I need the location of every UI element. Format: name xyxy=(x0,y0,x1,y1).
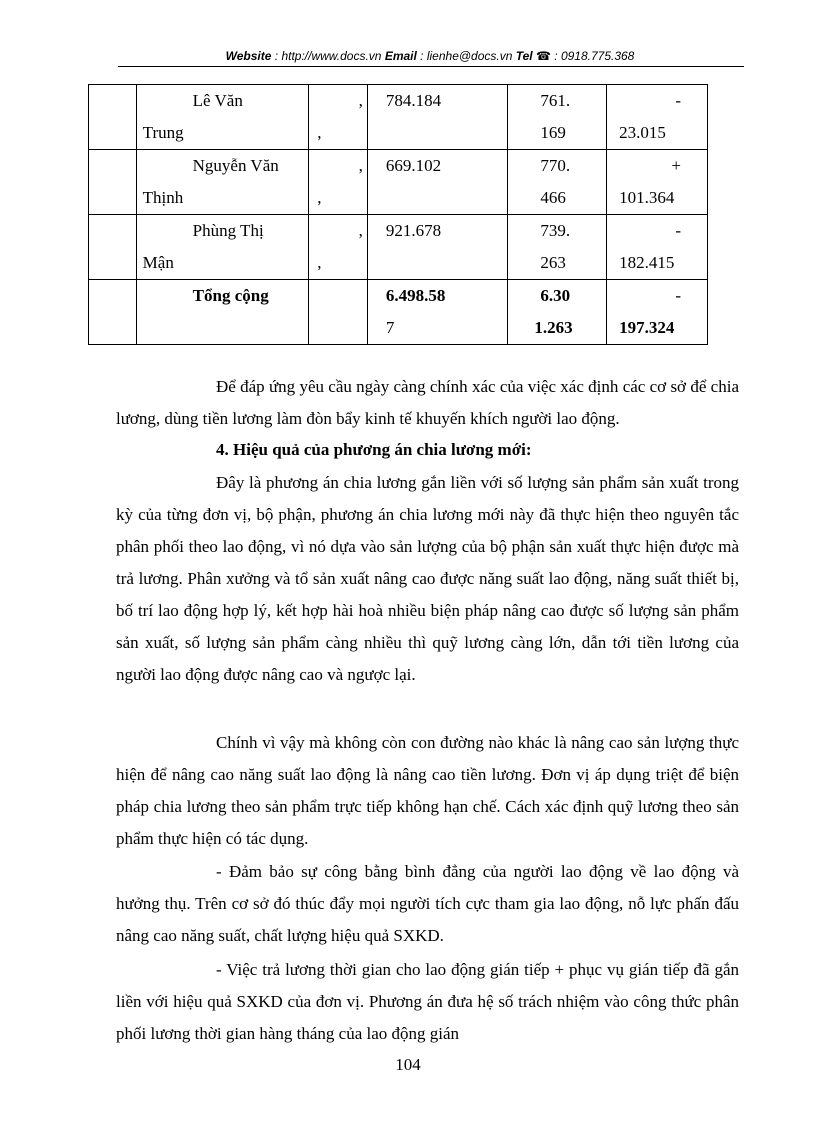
table-cell-index xyxy=(89,215,137,280)
table-cell-name: Lê Văn Trung xyxy=(136,85,309,150)
table-cell-value-2: 770. 466 xyxy=(508,150,607,215)
table-row xyxy=(89,85,708,150)
section-heading: 4. Hiệu quả của phương án chia lương mới: xyxy=(216,440,532,459)
table-cell-value-1: 784.184 xyxy=(367,85,508,150)
paragraph-fairness: - Đảm bảo sự công bằng bình đẳng của người lao động về lao động và hưởng thụ. Trên cơ sở đó thúc đẩy mọi người tích cực tham gia lao động, nỗ lực phấn đấu nâng cao năng suất, chất lượng hiệu quả SXKD. xyxy=(116,862,739,945)
table-cell-mark: , , xyxy=(309,215,368,280)
table-cell-mark: , , xyxy=(309,85,368,150)
table-cell-mark xyxy=(309,280,368,345)
table-cell-value-2: 6.30 1.263 xyxy=(508,280,607,345)
paragraph-time-pay: - Việc trả lương thời gian cho lao động gián tiếp + phục vụ gián tiếp đã gắn liền với hiệu quả SXKD của đơn vị. Phương án đưa hệ số trách nhiệm vào công thức phân phối lương thời gian hàng tháng của lao động gián xyxy=(116,960,739,1043)
table-cell-name: Phùng Thị Mận xyxy=(136,215,309,280)
table-cell-value-2: 761. 169 xyxy=(508,85,607,150)
table-cell-diff: + 101.364 xyxy=(607,150,708,215)
table-cell-value-1: 921.678 xyxy=(367,215,508,280)
table-cell-name: Tổng cộng xyxy=(136,280,309,345)
table-cell-value-1: 6.498.58 7 xyxy=(367,280,508,345)
email-label: Email xyxy=(384,49,417,63)
header-divider xyxy=(118,66,744,67)
table-cell-index xyxy=(89,280,137,345)
email-value: : lienhe@docs.vn xyxy=(416,49,516,63)
table-cell-diff: - 197.324 xyxy=(607,280,708,345)
table-cell-diff: - 182.415 xyxy=(607,215,708,280)
website-value: : http://www.docs.vn xyxy=(271,49,385,63)
table-cell-index xyxy=(89,150,137,215)
tel-value: ☎ : 0918.775.368 xyxy=(532,49,635,63)
paragraph-effect: Đây là phương án chia lương gắn liền với số lượng sản phẩm sản xuất trong kỳ của từng đơn vị, bộ phận, phương án chia lương mới này đã thực hiện theo nguyên tắc phân phối theo lao động, vì nó dựa vào sản lượng của bộ phận sản xuất thực hiện được mà trả lương. Phân xưởng và tổ sản xuất nâng cao được năng suất lao động, năng suất thiết bị, bố trí lao động hợp lý, kết hợp hài hoà nhiều biện pháp nâng cao được số lượng sản phẩm sản xuất, số lượng sản phẩm càng nhiều thì quỹ lương càng lớn, dẫn tới tiền lương của người lao động được nâng cao và ngược lại. xyxy=(116,473,739,684)
table-cell-mark: , , xyxy=(309,150,368,215)
paragraph-conclusion: Chính vì vậy mà không còn con đường nào khác là nâng cao sản lượng thực hiện để nâng cao năng suất lao động là nâng cao tiền lương. Đơn vị áp dụng triệt để biện pháp chia lương theo sản phẩm trực tiếp không hạn chế. Cách xác định quỹ lương theo sản phẩm thực hiện có tác dụng. xyxy=(116,733,739,848)
page-number: 104 xyxy=(395,1055,421,1074)
salary-table xyxy=(88,84,708,345)
table-total-row xyxy=(89,280,708,345)
page-header xyxy=(120,49,740,63)
table-cell-name: Nguyễn Văn Thịnh xyxy=(136,150,309,215)
table-cell-diff: - 23.015 xyxy=(607,85,708,150)
table-cell-value-1: 669.102 xyxy=(367,150,508,215)
table-cell-value-2: 739. 263 xyxy=(508,215,607,280)
website-label: Website xyxy=(225,49,272,63)
tel-label: Tel xyxy=(515,49,533,63)
table-row xyxy=(89,215,708,280)
table-cell-index xyxy=(89,85,137,150)
table-row xyxy=(89,150,708,215)
paragraph-intro: Để đáp ứng yêu cầu ngày càng chính xác của việc xác định các cơ sở để chia lương, dùng tiền lương làm đòn bẩy kinh tế khuyến khích người lao động. xyxy=(116,377,739,428)
